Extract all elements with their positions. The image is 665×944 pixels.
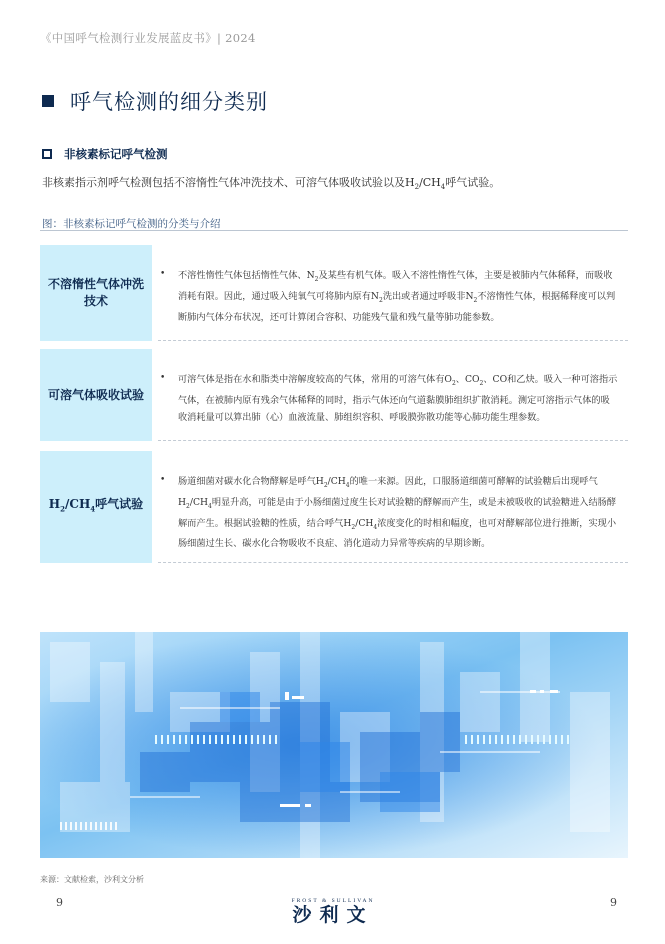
row-description: 可溶气体是指在水和脂类中溶解度较高的气体，常用的可溶气体有$O_2$、$CO_2$、CO和乙炔。吸入一种可溶指示气体，在被肺内原有残余气体稀释的同时，指示气体还向气道黏膜肺组织扩散消耗。测定可溶指示气体的吸收消耗量可以算出肺（心）血液流量、肺组织容积、呼吸膜弥散功能等心肺功能生理参数。 (178, 374, 618, 423)
logo-chinese: 沙利文 (292, 904, 374, 926)
subsection-title-text: 非核素标记呼气检测 (64, 147, 168, 161)
frost-sullivan-logo (270, 898, 396, 926)
row-divider (158, 340, 628, 341)
bullet-icon: • (160, 269, 166, 279)
logo-english: FROST & SULLIVAN (291, 898, 375, 904)
section-title-text: 呼气检测的细分类别 (70, 90, 268, 114)
document-header: 《中国呼气检测行业发展蓝皮书》| 2024 (40, 31, 256, 45)
row-description: 肠道细菌对碳水化合物酵解是呼气$H_2/CH_4$的唯一来源。因此，口服肠道细菌可酵解的试验糖后出现呼气$H_2/CH_4$明显升高，可能是由于小肠细菌过度生长对试验糖的酵解而产生，或是未被吸收的试验糖进入结肠酵解而产生。根据试验糖的性质，结合呼气$H_2/CH_4$浓度变化的时相和幅度，也可对酵解部位进行推断，实现小肠细菌过生长、碳水化合物吸收不良症、消化道动力异常等疾病的早期诊断。 (178, 476, 617, 550)
section-title (42, 86, 268, 116)
row-description: 不溶性惰性气体包括惰性气体、$N_2$及某些有机气体。吸入不溶性惰性气体，主要是被肺内气体稀释，而吸收消耗有限。因此，通过吸入纯氧气可将肺内原有$N_2$洗出或者通过呼吸非$N_2$不溶惰性气体，根据稀释度可以判断肺内气体分布状况，还可计算闭合容积、功能残气量和残气量等肺功能参数。 (178, 270, 616, 323)
page-number-right: 9 (610, 896, 617, 909)
row-divider (158, 440, 628, 441)
intro-paragraph: 非核素指示剂呼气检测包括不溶惰性气体冲洗技术、可溶气体吸收试验以及$H_2/CH_4$呼气试验。 (42, 176, 501, 192)
subsection-title (42, 146, 168, 162)
tech-banner-image (40, 632, 628, 858)
row-label: $H_2/CH_4$呼气试验 (40, 451, 152, 563)
page-number-left: 9 (56, 896, 63, 909)
table-row-soluble-gas (40, 349, 628, 441)
table-row-h2-ch4 (40, 451, 628, 563)
row-label: 可溶气体吸收试验 (40, 349, 152, 441)
bullet-icon: • (160, 475, 166, 485)
figure-caption: 图：非核素标记呼气检测的分类与介绍 (42, 218, 221, 230)
row-label: 不溶惰性气体冲洗 技术 (40, 245, 152, 341)
row-divider (158, 562, 628, 563)
table-row-insoluble-gas (40, 245, 628, 341)
subsection-box-icon (42, 149, 52, 159)
source-note: 来源：文献检索，沙利文分析 (40, 875, 144, 884)
section-square-icon (42, 95, 54, 107)
bullet-icon: • (160, 373, 166, 383)
figure-divider (40, 230, 628, 231)
